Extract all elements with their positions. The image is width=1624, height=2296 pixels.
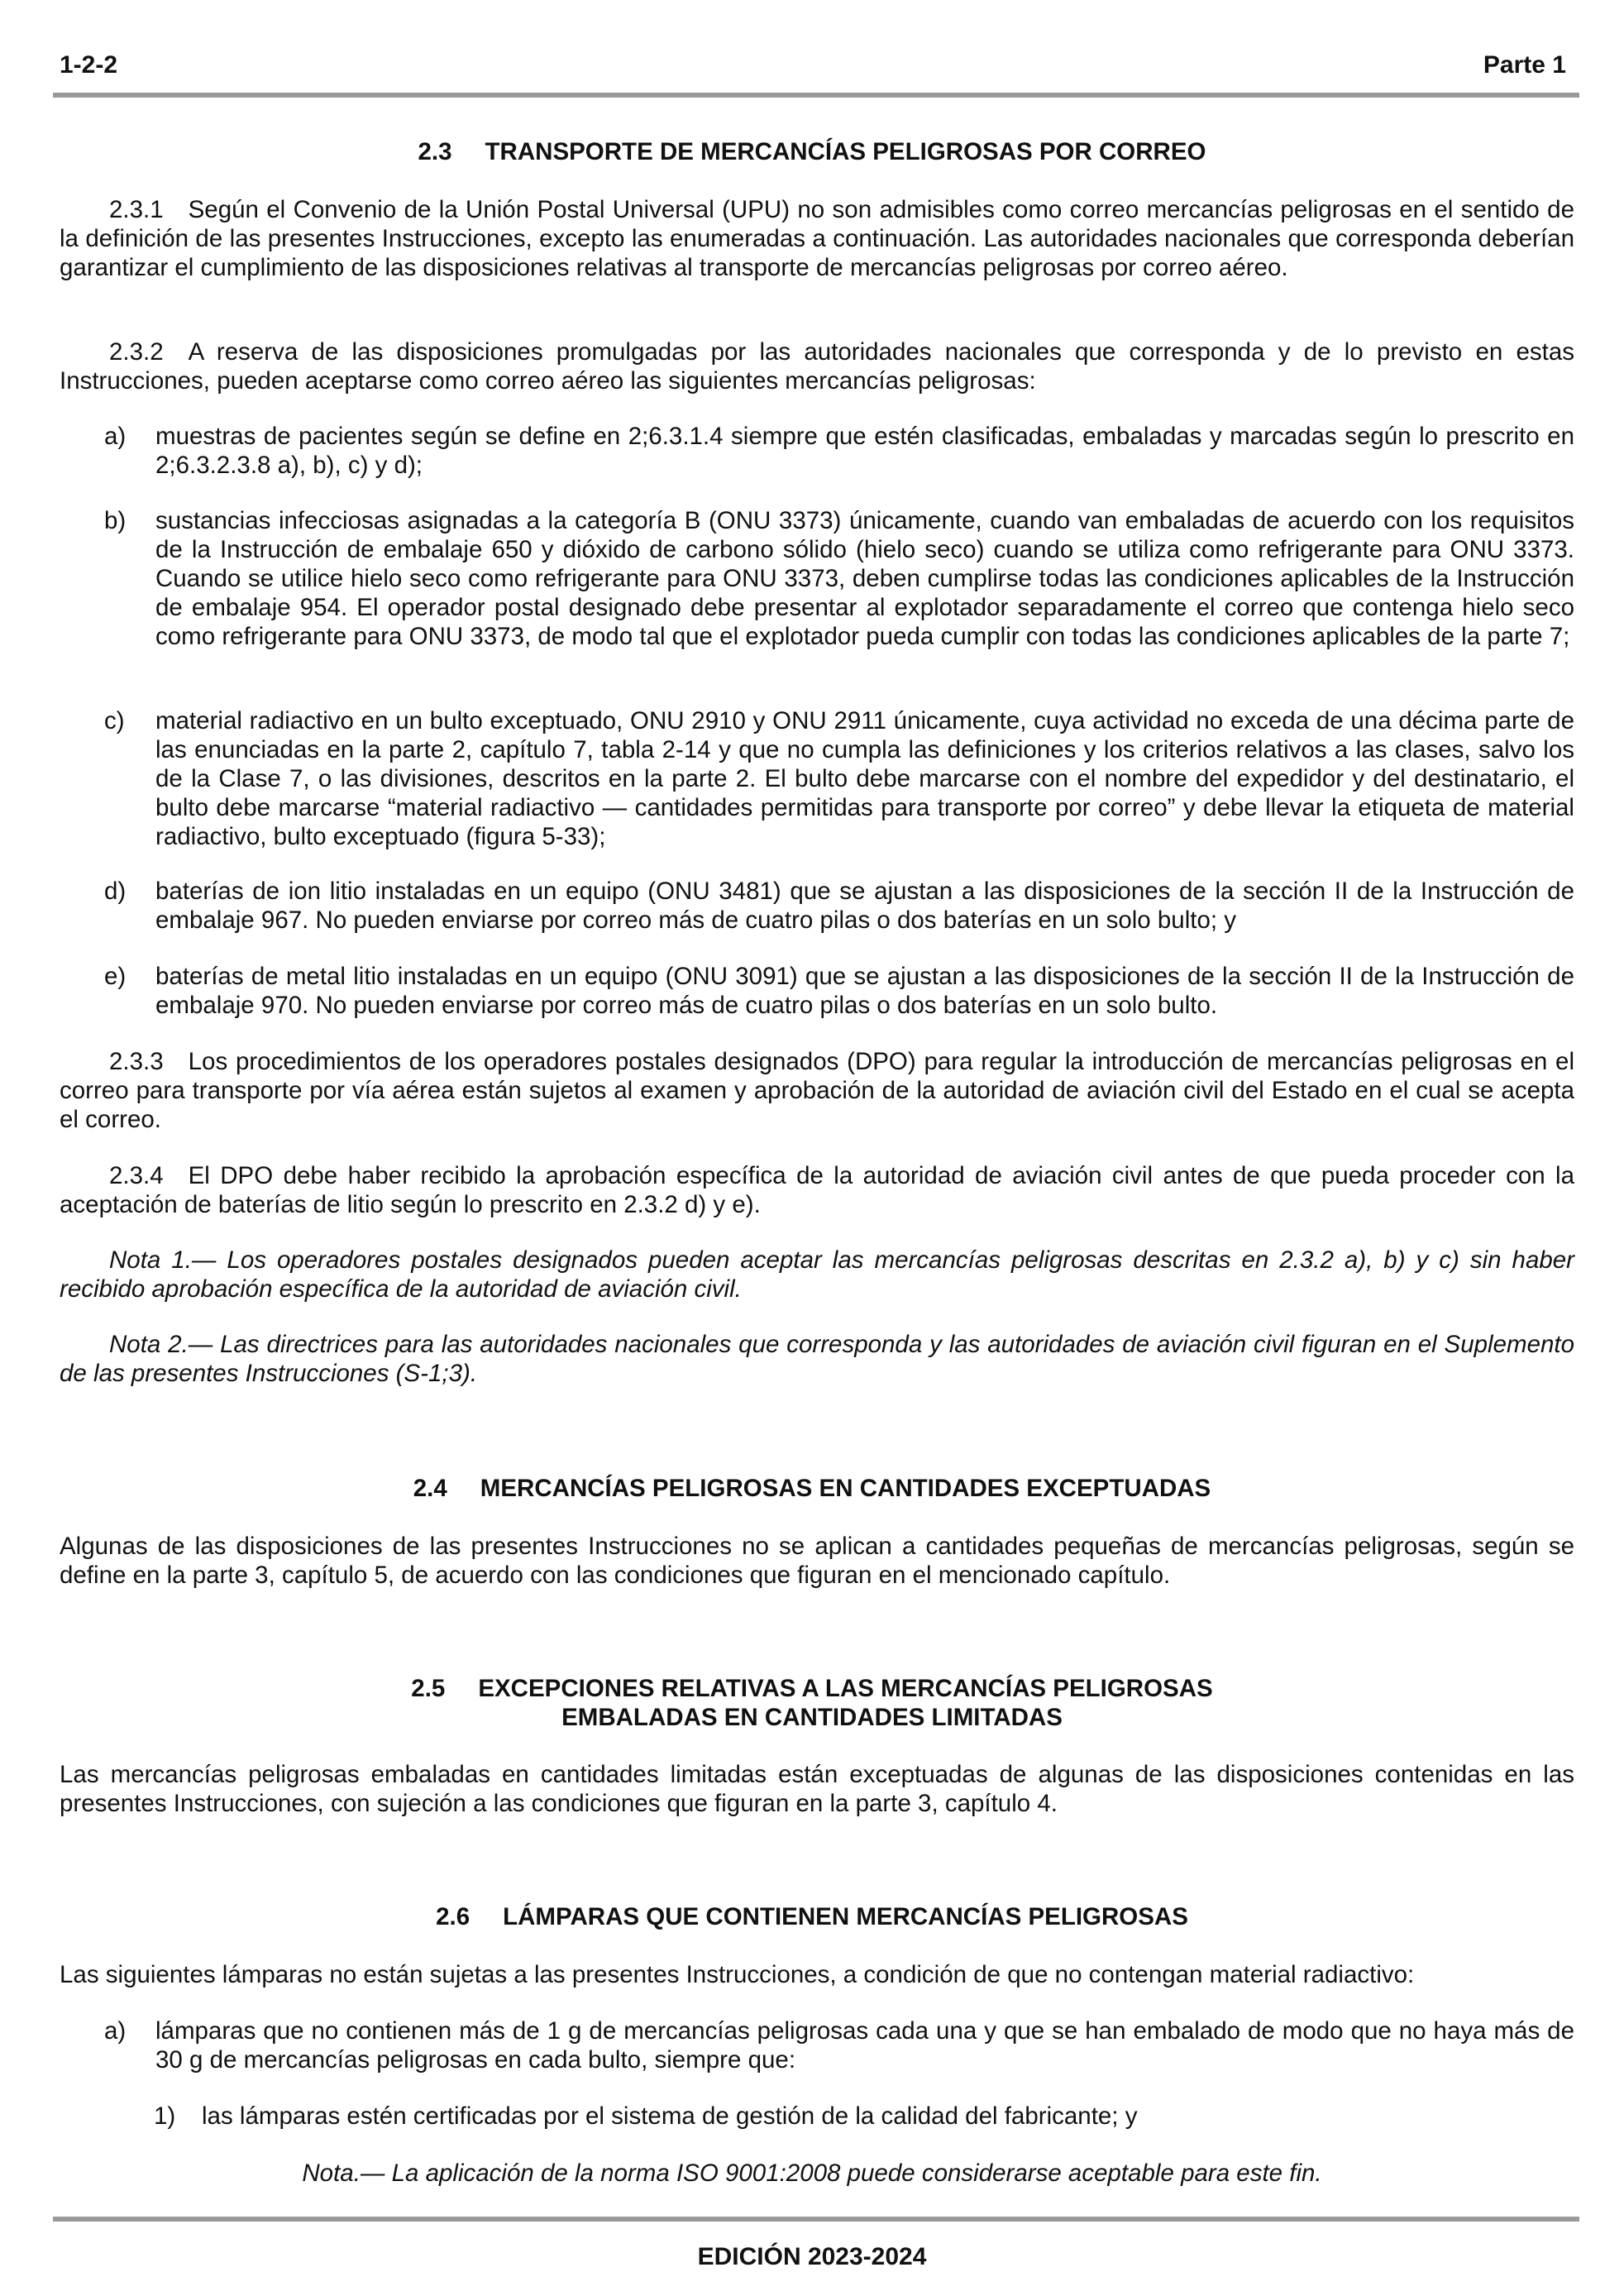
- sub-item-1: [154, 2102, 1574, 2131]
- list-item-a: [60, 2016, 1574, 2074]
- paragraph-2-6: [60, 1960, 1574, 1989]
- list-label: b): [104, 507, 127, 534]
- list-item-c: [60, 706, 1574, 851]
- list-item-d: [60, 877, 1574, 935]
- list-label: c): [104, 707, 125, 734]
- section-number: 2.4: [413, 1475, 447, 1502]
- page-number: 1-2-2: [60, 51, 118, 79]
- note-2: [60, 1330, 1574, 1388]
- list-label: d): [104, 878, 127, 905]
- section-title: LÁMPARAS QUE CONTIENEN MERCANCÍAS PELIGROSAS: [503, 1903, 1188, 1930]
- list-label: 1): [154, 2102, 176, 2130]
- list-text: las lámparas estén certificadas por el sistema de gestión de la calidad del fabricante; y: [202, 2102, 1138, 2130]
- note: Nota.— La aplicación de la norma ISO 9001:2008 puede considerarse aceptable para este fin.: [302, 2160, 1322, 2187]
- section-number: 2.3: [418, 138, 452, 165]
- section-title: TRANSPORTE DE MERCANCÍAS PELIGROSAS POR CORREO: [485, 138, 1206, 165]
- list-item-e: [60, 962, 1574, 1020]
- paragraph-text: Algunas de las disposiciones de las presentes Instrucciones no se aplican a cantidades pequeñas de mercancías peligrosas, según se define en la parte 3, capítulo 5, de acuerdo con las condiciones que figuran en el mencionado capítulo.: [60, 1533, 1574, 1589]
- paragraph-text: Las siguientes lámparas no están sujetas a las presentes Instrucciones, a condición de que no contengan material radiactivo:: [60, 1961, 1415, 1988]
- list-label: a): [104, 2017, 127, 2045]
- paragraph-text: Los procedimientos de los operadores postales designados (DPO) para regular la introducción de mercancías peligrosas en el correo para transporte por vía aérea están sujetos al examen y aprobación de la autoridad de aviación civil del Estado en el cual se acepta el correo.: [60, 1048, 1574, 1133]
- paragraph-number: 2.3.2: [109, 338, 164, 366]
- paragraph-2-3-1: [60, 195, 1574, 282]
- paragraph-2-3-2: [60, 337, 1574, 395]
- list-label: e): [104, 963, 127, 990]
- list-text: muestras de pacientes según se define en 2;6.3.1.4 siempre que estén clasificadas, embaladas y marcadas según lo prescrito en 2;6.3.2.3.8 a), b), c) y d);: [155, 423, 1574, 479]
- edition-label: EDICIÓN 2023-2024: [697, 2243, 927, 2270]
- section-2-3-heading: [0, 137, 1624, 166]
- list-text: sustancias infecciosas asignadas a la categoría B (ONU 3373) únicamente, cuando van embaladas de acuerdo con los requisitos de la Instrucción de embalaje 650 y dióxido de carbono sólido (hielo seco) cuando se utiliza como refrigerante para ONU 3373. Cuando se utilice hielo seco como refrigerante para ONU 3373, deben cumplirse todas las condiciones aplicables de la Instrucción de embalaje 954. El operador postal designado debe presentar al explotador separadamente el correo que contenga hielo seco como refrigerante para ONU 3373, de modo tal que el explotador pueda cumplir con todas las condiciones aplicables de la parte 7;: [155, 507, 1574, 650]
- paragraph-text: Las mercancías peligrosas embaladas en cantidades limitadas están exceptuadas de algunas de las disposiciones contenidas en las presentes Instrucciones, con sujeción a las condiciones que figuran en la parte 3, capítulo 4.: [60, 1761, 1574, 1817]
- section-2-4-heading: [0, 1474, 1624, 1503]
- section-number: 2.5: [411, 1675, 446, 1702]
- list-text: material radiactivo en un bulto exceptuado, ONU 2910 y ONU 2911 únicamente, cuya actividad no exceda de una décima parte de las enunciadas en la parte 2, capítulo 7, tabla 2-14 y que no cumpla las definiciones y los criterios relativos a las clases, salvo los de la Clase 7, o las divisiones, descritos en la parte 2. El bulto debe marcarse con el nombre del expedidor y del destinatario, el bulto debe marcarse “material radiactivo — cantidades permitidas para transporte por correo” y debe llevar la etiqueta de material radiactivo, bulto exceptuado (figura 5-33);: [155, 707, 1574, 850]
- section-title: EMBALADAS EN CANTIDADES LIMITADAS: [561, 1704, 1063, 1731]
- list-text: baterías de ion litio instaladas en un equipo (ONU 3481) que se ajustan a las disposiciones de la sección II de la Instrucción de embalaje 967. No pueden enviarse por correo más de cuatro pilas o dos baterías en un solo bulto; y: [155, 878, 1574, 934]
- paragraph-2-5: [60, 1760, 1574, 1818]
- section-2-5-heading-line-2: [0, 1703, 1624, 1732]
- section-2-5-heading: [0, 1674, 1624, 1703]
- list-item-b: [60, 506, 1574, 651]
- footer-rule: [53, 2217, 1579, 2222]
- list-text: baterías de metal litio instaladas en un equipo (ONU 3091) que se ajustan a las disposiciones de la sección II de la Instrucción de embalaje 970. No pueden enviarse por correo más de cuatro pilas o dos baterías en un solo bulto.: [155, 963, 1574, 1019]
- section-title: MERCANCÍAS PELIGROSAS EN CANTIDADES EXCEPTUADAS: [480, 1475, 1211, 1502]
- paragraph-text: Según el Convenio de la Unión Postal Universal (UPU) no son admisibles como correo mercancías peligrosas en el sentido de la definición de las presentes Instrucciones, excepto las enumeradas a continuación. Las autoridades nacionales que corresponda deberían garantizar el cumplimiento de las disposiciones relativas al transporte de mercancías peligrosas por correo aéreo.: [60, 196, 1574, 281]
- note-1: [60, 1246, 1574, 1303]
- paragraph-number: 2.3.1: [109, 196, 164, 223]
- paragraph-number: 2.3.4: [109, 1162, 164, 1189]
- section-number: 2.6: [436, 1903, 470, 1930]
- paragraph-text: A reserva de las disposiciones promulgadas por las autoridades nacionales que corresponda y de lo previsto en estas Instrucciones, pueden aceptarse como correo aéreo las siguientes mercancías peligrosas:: [60, 338, 1574, 395]
- list-item-a: [60, 422, 1574, 480]
- header-rule: [53, 93, 1579, 98]
- paragraph-2-4: [60, 1532, 1574, 1590]
- paragraph-2-3-4: [60, 1161, 1574, 1219]
- list-text: lámparas que no contienen más de 1 g de mercancías peligrosas cada una y que se han embalado de modo que no haya más de 30 g de mercancías peligrosas en cada bulto, siempre que:: [155, 2017, 1574, 2074]
- paragraph-text: El DPO debe haber recibido la aprobación específica de la autoridad de aviación civil antes de que pueda proceder con la aceptación de baterías de litio según lo prescrito en 2.3.2 d) y e).: [60, 1162, 1574, 1218]
- paragraph-number: 2.3.3: [109, 1048, 164, 1075]
- list-label: a): [104, 423, 127, 450]
- section-title: EXCEPCIONES RELATIVAS A LAS MERCANCÍAS PELIGROSAS: [478, 1675, 1213, 1702]
- paragraph-2-3-3: [60, 1047, 1574, 1134]
- note-text: Nota 1.— Los operadores postales designados pueden aceptar las mercancías peligrosas descritas en 2.3.2 a), b) y c) sin haber recibido aprobación específica de la autoridad de aviación civil.: [60, 1246, 1574, 1303]
- part-label: Parte 1: [1483, 51, 1566, 79]
- section-2-6-heading: [0, 1902, 1624, 1931]
- note-text: Nota 2.— Las directrices para las autoridades nacionales que corresponda y las autoridades de aviación civil figuran en el Suplemento de las presentes Instrucciones (S-1;3).: [60, 1331, 1574, 1387]
